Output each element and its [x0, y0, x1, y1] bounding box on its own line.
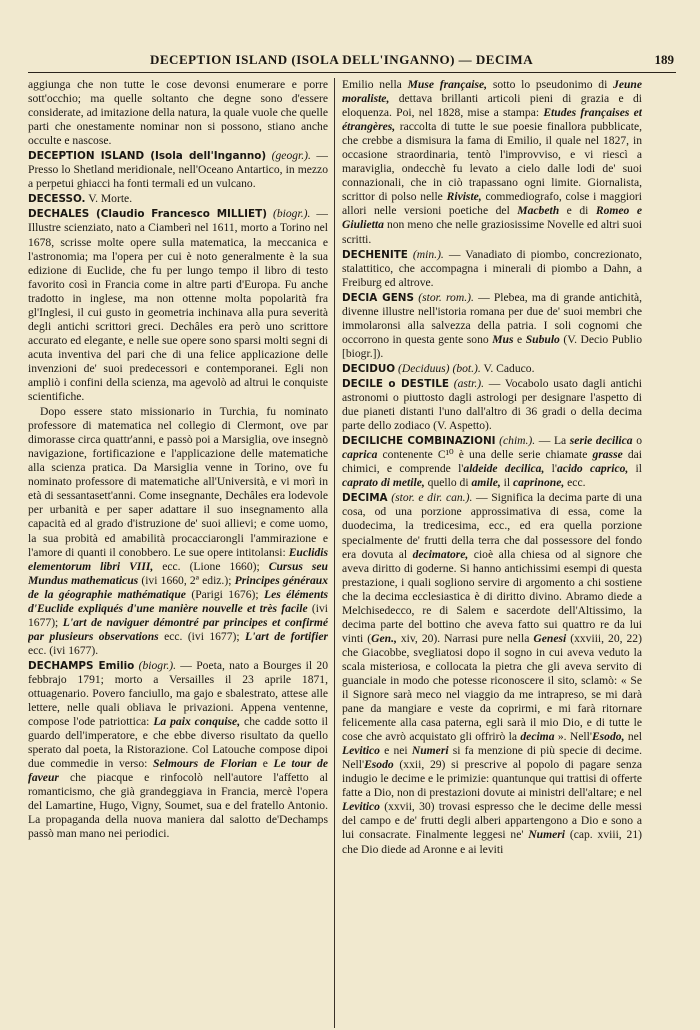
entry-headword: DECILICHE COMBINAZIONI	[342, 435, 496, 448]
work-title: Selmours de Florian	[153, 757, 258, 771]
term: caprinone,	[513, 476, 565, 490]
entry-category: (chim.).	[499, 434, 536, 448]
entry-body: — Illustre scienziato, nato a Ciamberì nel 1611, morto a Torino nel 1678, scrisse molte opere sulla matematica, la meccanica e l'astronomia; ma l'opera per cui è noto generalmente è la sua edizione di Euclide, che fu per lungo tempo il libro di testo favorito così in Francia come in altre parti d'Europa. Fu anche tradotto in inglese, ma non ottenne molta popolarità fra gl'Inglesi, il cui gusto in geometria inchinava alla pura severità degli antichi scrittori greci. Dechâles era però uno scrittore accurato ed elegante, e nelle sue opere sono sparsi molti segni di acuta inventiva del pari che di una felice applicazione delle invenzioni de' suoi predecessori e contemporanei. Egli non ampliò i confini della scienza, ma agevolò ad altrui le conquiste scientifiche.	[28, 207, 328, 404]
work-meta: ecc. (Lione 1660);	[153, 559, 269, 573]
entry-headword: DECHAMPS Emilio	[28, 659, 135, 672]
latin-name: (Deciduus)	[398, 361, 450, 375]
entry-headword: DECIA GENS	[342, 291, 414, 304]
work-meta: ecc. (ivi 1677).	[28, 643, 99, 657]
work-meta: ecc. (ivi 1677);	[158, 629, 246, 643]
entry-body: dai chimici, e comprende l'	[342, 448, 642, 476]
entry-body: (cap. xviii, 21) che Dio diede ad Aronne e ai leviti	[342, 828, 642, 856]
page-number: 189	[654, 52, 674, 67]
book-reference: Esodo	[364, 758, 394, 772]
book-reference: Levitico	[342, 800, 380, 814]
entry-headword: DECHALES (Claudio Francesco MILLIET)	[28, 208, 267, 221]
column-divider	[334, 78, 335, 1028]
work-title: Romeo e Giulietta	[342, 204, 642, 232]
entry-category: (geogr.).	[271, 149, 311, 163]
work-meta: e di	[559, 204, 596, 218]
entry-deciduo	[342, 362, 642, 376]
entry-headword: DECIDUO	[342, 362, 396, 375]
entry-body: (xxvii, 30) trovasi espresso che le decime delle messi del campo e de' frutti degli alberi appartengono a Dio e sono a lui consacrate. Finalmente leggesi ne'	[342, 800, 642, 842]
entry-dechamps	[28, 659, 328, 842]
continuation-paragraph	[28, 78, 328, 148]
entry-body: il	[500, 476, 514, 490]
entry-body: — Significa la decima parte di una cosa, od una porzione approssimativa di essa, come la duodecima, la tredicesima, ecc., ed era quella porzione specialmente de' frutti della terra che dal possessore del fondo era dovuta al	[342, 491, 642, 561]
book-reference: Numeri	[411, 744, 449, 758]
entry-dechales	[28, 207, 328, 404]
entry-category: (bot.).	[452, 361, 481, 375]
entry-headword: DECESSO.	[28, 193, 86, 206]
entry-decia-gens	[342, 291, 642, 361]
work-meta: che piacque e rinfocolò nell'autore l'affetto al romanticismo, che già grandeggiava in Francia, mercè l'opera del Lamartine, Hugo, Vigny, Soumet, sua e del fratello Antonio. La propaganda della nuova maniera dal salotto de'Dechamps passò man mano nei periodici.	[28, 771, 328, 841]
entry-body: cioè alla chiesa od al signore che aveva diritto di goderne. Si hanno antichissimi esempi di questa prestazione, i quali sogliono servire di argomento a chi sostiene che la decima ecclesiastica è di diritto divino. Abramo diede a Melchisedecco, re di Salem e sacerdote dell'Altissimo, la decima parte del bottino che aveva fatto sui quattro re da lui vinti (	[342, 547, 642, 645]
book-reference: Levitico	[342, 744, 380, 758]
right-column	[342, 78, 642, 1028]
work-meta: (ivi 1660, 2ª ediz.);	[138, 573, 235, 587]
entry-body: V. Morte.	[85, 192, 133, 206]
entry-body: si fa menzione di più specie di decime. Nell'	[342, 744, 642, 772]
entry-body: ecc.	[564, 476, 586, 490]
work-meta: che cadde sotto il guardo dell'imperatore, e che ebbe diverso risultato da quello sperato dal poeta, la Ristorazione. Col Latouche compose dipoi due commedie in verso:	[28, 715, 328, 771]
entry-dechenite	[342, 248, 642, 290]
running-title: DECEPTION ISLAND (ISOLA DELL'INGANNO) — DECIMA	[150, 52, 534, 67]
entry-body: il	[628, 462, 642, 476]
entry-body: e nei	[379, 744, 412, 758]
book-reference: Genesi	[533, 631, 567, 645]
work-title: Macbeth	[517, 204, 560, 218]
left-column	[28, 78, 328, 1028]
entry-body: — Vocabolo usato dagli antichi astronomi o piuttosto dagli astrologi per designare l'aspetto di due pianeti distanti l'uno dall'altro di 36 gradi o della decima parte dello zodiaco (V. Aspetto).	[342, 376, 642, 433]
entry-body: (xxviii, 20, 22) che Giacobbe, svegliatosi dopo il sogno in cui aveva veduto la scala misteriosa, e collocata la pietra che gli aveva servito di guanciale in modo che potesse riconoscere il sito, sclamò: « Se il Signore sarà meco nel viaggio da me intrapreso, se mi darà pane da mangiare e veste da coprirmi, e mi farà ritornare felicemente alla casa paterna, egli sarà il mio Dio, e di tutte le cose che avrò acquistato gli offrirò la	[342, 631, 642, 744]
entry-headword: DECIMA	[342, 492, 388, 505]
entry-deception-island	[28, 149, 328, 191]
term: caprica	[342, 448, 378, 462]
work-meta: e	[257, 757, 274, 771]
entry-category: (stor. rom.).	[418, 290, 474, 304]
term: decima	[520, 730, 555, 744]
entry-body: xiv, 20). Narrasi pure nella	[396, 631, 534, 645]
entry-category: (biogr.).	[273, 207, 311, 221]
work-title: Euclidis elementorum libri VIII,	[28, 545, 328, 573]
header-rule	[28, 72, 676, 73]
entry-headword: DECEPTION ISLAND (Isola dell'Inganno)	[28, 150, 267, 163]
term: amile,	[471, 476, 501, 490]
work-title: Etudes françaises et étrangères,	[342, 106, 642, 134]
work-meta: non meno che nelle graziosissime Novelle ed altri suoi scritti.	[342, 218, 642, 246]
dechamps-continuation	[342, 78, 642, 247]
work-title: Principes généraux de la géographie mathématique	[28, 573, 328, 601]
work-title: L'art de fortifier	[245, 629, 328, 643]
work-meta: raccolta di tutte le sue poesie finallora pubblicate, che crebbe a dismisura la fama di Emilio, il quale nel 1827, in occasione straordinaria, tentò l'improvviso, e vi riescì a maraviglia, ondecchè fu levato a cielo dalle lodi de' suoi connazionali, che in ciò trapassano ogni limite. Giornalista, scrittor di polso nelle	[342, 120, 642, 204]
book-reference: Gen.,	[371, 631, 397, 645]
book-reference: Numeri	[528, 828, 566, 842]
work-title: Cursus seu Mundus mathematicus	[28, 559, 328, 587]
conjunction: e	[513, 332, 526, 346]
cognomen: Subulo	[525, 332, 560, 346]
entry-body: l'	[544, 462, 557, 476]
cognomen: Mus	[492, 332, 514, 346]
running-header	[0, 52, 700, 72]
entry-category: (min.).	[412, 247, 444, 261]
paragraph-text: aggiunga che non tutte le cose devonsi enumerare e porre sott'occhio; ma quelle soltanto che degne sono d'essere considerate, ad imitazione della natura, la quale vuole che quelle parti che onestamente nominar non si possono, stiano anche occulte e nascose.	[28, 78, 328, 148]
work-meta: dettava brillanti articoli pieni di grazia e di eloquenza. Poi, nel 1828, mise a stampa:	[342, 92, 642, 120]
term: acido caprico,	[556, 462, 629, 476]
entry-body: V. Caduco.	[480, 361, 535, 375]
entry-body: — Poeta, nato a Bourges il 20 febbrajo 1791; morto a Versailles il 23 aprile 1871, ottuagenario. Povero fanciullo, ma gajo e sbalestrato, attese alle lettere, nelle quali obliava le privazioni. Appena ventenne, compose l'ode patriottica:	[28, 658, 328, 729]
work-title: Les éléments d'Euclide expliqués d'une manière nouvelle et très facile	[28, 587, 328, 615]
entry-category: (biogr.).	[138, 658, 176, 672]
entry-deciliche	[342, 434, 642, 490]
entry-body: (xxii, 29) si prescrive al popolo di pagare senza indugio le decime e le primizie: quantunque qui trattisi di offerte fatte a Dio, non di prestazioni dovute ai ministri dell'altare; e nel	[342, 758, 642, 800]
work-meta: (Parigi 1676);	[185, 587, 264, 601]
entry-body: ». Nell'	[554, 730, 592, 744]
cross-reference: (V. Decio Publio [biogr.]).	[342, 332, 642, 360]
entry-body: — Presso lo Shetland meridionale, nell'Oceano Antartico, in mezzo a perpetui ghiacci ha fonti termali ed un vulcano.	[28, 149, 328, 191]
work-title: Riviste,	[446, 190, 482, 204]
work-title: Jeune moraliste,	[342, 78, 642, 106]
work-meta: (ivi 1677);	[28, 601, 328, 629]
work-title: L'art de naviguer démontré par principes et confirmé par plusieurs observations	[28, 615, 328, 643]
term: serie decilica	[569, 434, 633, 448]
term: grasse	[592, 448, 623, 462]
work-meta: sotto lo pseudonimo di	[487, 78, 614, 91]
term: aldeide decilica,	[463, 462, 545, 476]
entry-body: contenente C¹⁰ è una delle serie chiamate	[377, 448, 593, 462]
entry-category: (stor. e dir. can.).	[391, 491, 473, 505]
entry-headword: DECHENITE	[342, 248, 408, 261]
paragraph-text: Dopo essere stato missionario in Turchia, fu nominato professore di matematica nel collegio di Clermont, ove par dimorasse circa quattr'anni, e passò poi a Marsiglia, ove insegnò navigazione, fortificazione e l'applicazione delle matematiche alla scienza pratica. Da Marsiglia venne in Torino, ove fu nominato professore di matematiche all'Università, e vi morì in età di sessantasett'anni. Come insegnante, Dechâles era lodevole per urbanità e per saper adattare il suo insegnamento alla capacità ed al grado d'istruzione de' suoi allievi; e come uomo, la sua probità ed amabilità procacciarongli l'ammirazione e l'amore di quanti il conobbero. Le sue opere intitolansi:	[28, 405, 328, 559]
entry-body: quello di	[424, 476, 472, 490]
entry-body: o	[632, 434, 642, 448]
entry-body: — Vanadiato di piombo, concrezionato, stalattitico, che accompagna i minerali di piombo a Dahn, a Freiburg ed altrove.	[342, 247, 642, 289]
work-title: La paix conquise,	[153, 715, 241, 729]
entry-decile	[342, 377, 642, 433]
entry-body: nel	[624, 730, 642, 744]
dechales-paragraph-2	[28, 405, 328, 658]
term: decimatore,	[412, 547, 469, 561]
entry-decima	[342, 491, 642, 856]
entry-decesso	[28, 192, 328, 206]
work-title: Muse française,	[407, 78, 488, 91]
work-meta: commediografo, colse i maggiori allori nelle versioni poetiche del	[342, 190, 642, 218]
entry-category: (astr.).	[453, 376, 484, 390]
term: caprato di metile,	[342, 476, 425, 490]
entry-body: — La	[535, 434, 570, 448]
entry-body: — Plebea, ma di grande antichità, divenne illustre nell'istoria romana per due de' suoi membri che immolaronsi alla salvezza della patria. I soli cognomi che occorrono in questa gente sono	[342, 290, 642, 346]
work-title: Le tour de faveur	[28, 757, 328, 785]
book-reference: Esodo,	[591, 730, 625, 744]
paragraph-text: Emilio nella	[342, 78, 408, 91]
entry-headword: DECILE o DESTILE	[342, 377, 449, 390]
